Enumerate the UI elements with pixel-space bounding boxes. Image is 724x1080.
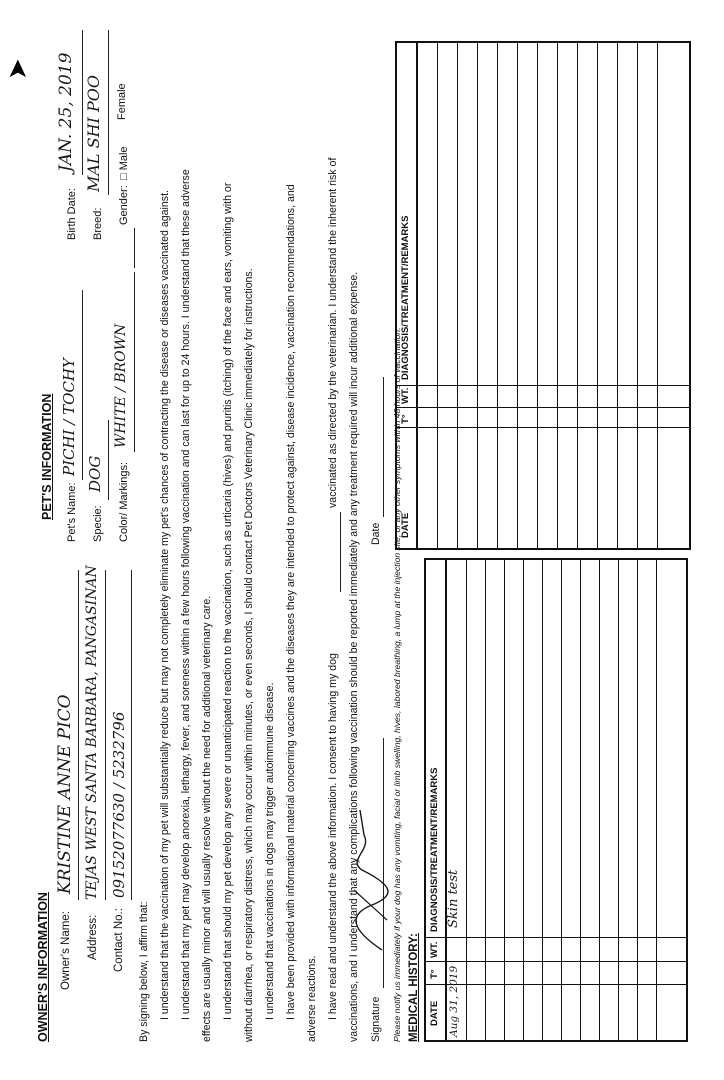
birth-date-label: Birth Date: — [66, 188, 78, 240]
consent-line-4: I understand that vaccinations in dogs may trigger autoimmune disease. — [264, 682, 276, 1020]
birth-date-value: JAN. 25, 2019 — [56, 52, 76, 172]
contact-line — [131, 570, 132, 900]
gender-line — [134, 228, 135, 268]
medical-history-table-left — [424, 558, 688, 1042]
owner-name-value: KRISTINE ANNE PICO — [55, 694, 75, 894]
breed-line — [108, 30, 109, 195]
table-row — [437, 43, 438, 548]
consent-line-1: I understand that the vaccination of my pet will substantially reduce but may not completely eliminate my pet's chances of contracting the disease or diseases vaccinated against. — [159, 190, 171, 1020]
table-row — [457, 43, 458, 548]
col-remarks-header: DIAGNOSIS/TREATMENT/REMARKS — [429, 767, 440, 932]
table-row — [637, 560, 638, 1040]
table-row — [580, 560, 581, 1040]
pet-name-label: Pet's Name: — [66, 482, 78, 542]
owner-name-line — [78, 570, 79, 900]
entry-remarks: Skin test — [446, 869, 461, 928]
table-row — [497, 43, 498, 548]
table-row — [656, 560, 657, 1040]
table-row — [637, 43, 638, 548]
signature-label: Signature — [370, 996, 382, 1042]
species-label: Specie: — [92, 505, 104, 542]
consent-line-6a-end: vaccinated as directed by the veterinarian. I understand the inherent risk of — [327, 157, 339, 508]
table-row — [577, 43, 578, 548]
consent-line-3b: without diarrhea, or respiratory distress, which may occur within minutes, or even seconds, I should contact Pet Doctors Veterinary Clinic immediately for instructions. — [243, 268, 255, 1042]
pet-name-line — [82, 290, 83, 480]
species-line — [108, 420, 109, 500]
col-temp-header: T° — [400, 414, 411, 424]
table-row — [504, 560, 505, 1040]
table-row — [599, 560, 600, 1040]
consent-intro: By signing below, I affirm that: — [138, 901, 150, 1042]
pet-name-value: PICHI / TOCHY — [60, 358, 78, 476]
pet-section-title: PET'S INFORMATION — [40, 393, 54, 520]
gender-male-option: □ Male — [118, 146, 130, 180]
table-row — [597, 43, 598, 548]
gender-label: Gender: — [118, 185, 130, 225]
table-row — [557, 43, 558, 548]
consent-line-5a: I have been provided with informational material concerning vaccines and the diseases they are intended to protect against, disease incidence, vaccination recommendations, and — [285, 184, 297, 1020]
owner-name-label: Owner's Name: — [60, 911, 72, 990]
col-date-header: DATE — [400, 512, 411, 538]
breed-label: Breed: — [92, 207, 104, 240]
dog-name-blank — [340, 512, 341, 592]
col-weight-header: WT. — [429, 941, 440, 958]
table-row — [618, 560, 619, 1040]
color-markings-line — [134, 272, 135, 452]
species-value: DOG — [86, 455, 104, 492]
breed-value: MAL SHI POO — [84, 75, 103, 192]
contact-label: Contact No.: — [113, 908, 125, 972]
date-line — [383, 377, 384, 517]
table-row — [657, 43, 658, 548]
table-row — [466, 560, 467, 1040]
consent-line-5b: adverse reactions. — [306, 955, 318, 1042]
color-markings-value: WHITE / BROWN — [113, 323, 129, 448]
table-row — [542, 560, 543, 1040]
address-line — [105, 570, 106, 900]
table-row — [561, 560, 562, 1040]
gender-female-option: Female — [116, 83, 128, 120]
color-markings-label: Color/ Markings: — [118, 461, 130, 542]
date-label: Date — [370, 522, 382, 545]
entry-date: Aug 31, 2019 — [448, 965, 460, 1037]
consent-line-2a: I understand that my pet may develop anorexia, lethargy, fever, and soreness within a few hours following vaccination and can last for up to 24 hours. I understand that these adverse — [180, 169, 192, 1020]
col-remarks-header: DIAGNOSIS/TREATMENT/REMARKS — [400, 215, 411, 380]
table-row — [485, 560, 486, 1040]
address-value: TEJAS WEST SANTA BARBARA, PANGASINAN — [84, 565, 100, 900]
consent-line-3a: I understand that should my pet develop any severe or unanticipated reaction to the vaccination, such as urticaria (hives) and pruritis (itching) of the face and ears, vomiting with or — [222, 182, 234, 1020]
table-row — [537, 43, 538, 548]
signature-mark — [342, 800, 394, 960]
corner-mark: ➤ — [2, 58, 32, 80]
consent-line-6a-start: I have read and understand the above information. I consent to having my dog — [327, 653, 339, 1020]
contact-value: 09152077630 / 5232796 — [110, 711, 128, 898]
birth-date-line — [82, 30, 83, 175]
address-label: Address: — [87, 914, 99, 960]
post-vaccination-notice: Please notify us immediately if your dog has any vomiting, facial or limb swelling, hives, labored breathing, a lump at the injection site, or any other symptoms within 48 hours of vaccination. — [392, 327, 402, 1042]
table-row — [523, 560, 524, 1040]
col-temp-header: T° — [429, 969, 440, 979]
owner-section-title: OWNER'S INFORMATION — [36, 892, 50, 1042]
col-weight-header: WT. — [400, 387, 411, 404]
consent-line-6b: vaccinations, and I understand that any complications following vaccination should be reported immediately and any treatment required will incur additional expense. — [348, 271, 360, 1042]
table-row — [517, 43, 518, 548]
medical-history-table-right — [395, 41, 691, 550]
medical-history-title: MEDICAL HISTORY: — [408, 933, 420, 1042]
consent-line-2b: effects are usually minor and will usually resolve without the need for additional veterinary care. — [201, 595, 213, 1042]
col-date-header: DATE — [429, 1000, 440, 1026]
table-row — [477, 43, 478, 548]
table-row — [617, 43, 618, 548]
